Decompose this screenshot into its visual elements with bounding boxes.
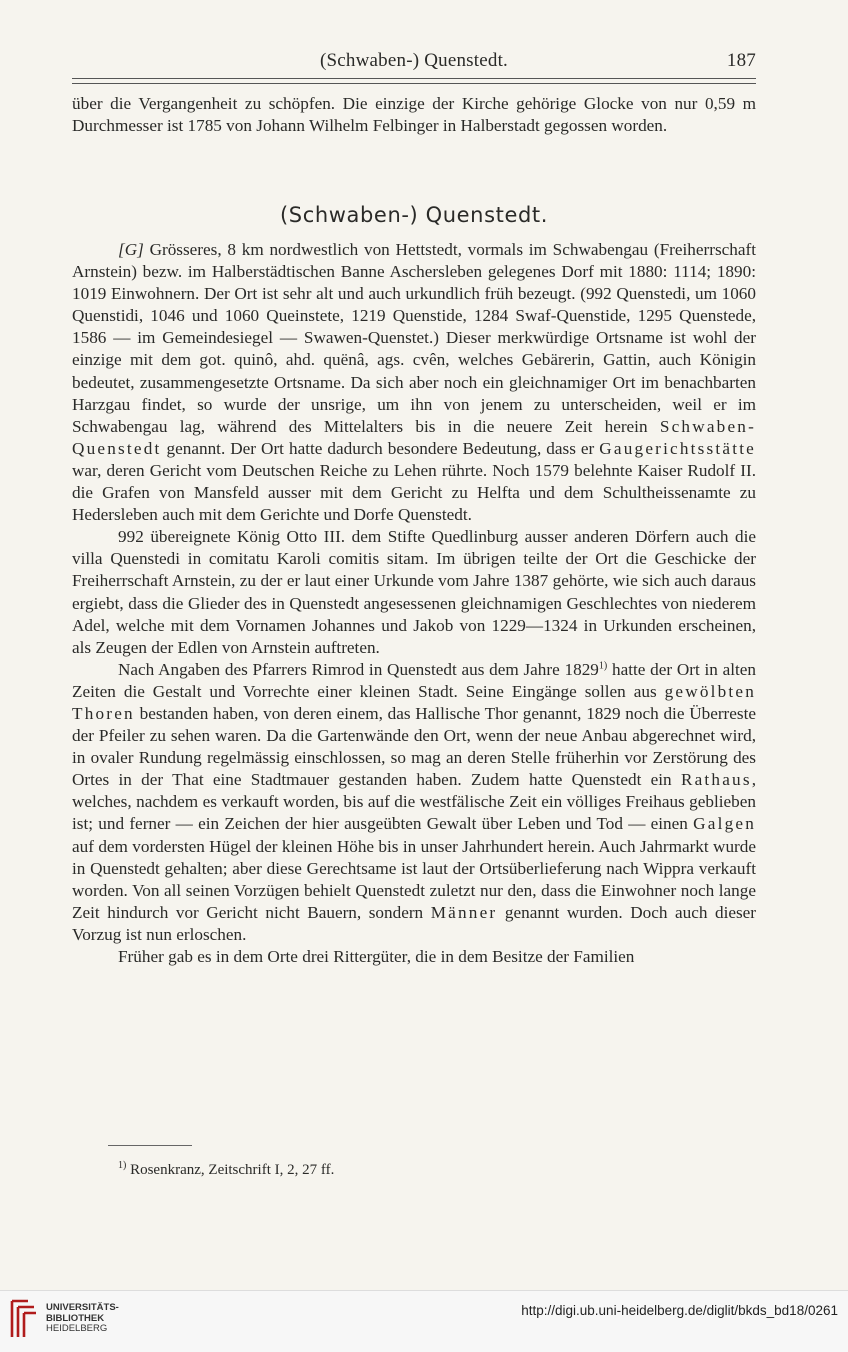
paragraph-1: [G] Grösseres, 8 km nordwestlich von Hettstedt, vormals im Schwabengau (Freiherrschaft Arnstein) bezw. im Halberstädtischen Banne Aschersleben gelegenes Dorf mit 1880: 1114; 1890: 1019 Einwohnern. Der Ort ist sehr alt und auch urkundlich früh bezeugt. (992 Quenstedi, um 1060 Quenstidi, 1046 und 1060 Queinstete, 1219 Quenstide, 1284 Swaf-Quenstide, 1295 Quenstede, 1586 — im Gemeindesiegel — Swawen-Quenstet.) Dieser merkwürdige Ortsname ist wohl der einzige mit dem got. quinô, ahd. quënâ, ags. cvên, welches Gebärerin, Gattin, auch Königin bedeutet, zusammengesetzte Ortsname. Da sich aber noch ein gleichnamiger Ort im benachbarten Harzgau findet, so wurde der unsrige, um ihn von jenem zu unterscheiden, weil er im Schwabengau lag, während des Mittelalters bis in die neuere Zeit herein Schwaben-Quenstedt genannt. Der Ort hatte dadurch besondere Bedeutung, dass er Gaugerichtsstätte war, deren Gericht vom Deutschen Reiche zu Lehen rührte. Noch 1579 belehnte Kaiser Rudolf II. die Grafen von Mansfeld ausser mit dem Gericht zu Helfta und dem Schultheissenamte zu Hedersleben auch mit dem Gerichte und Dorfe Quenstedt. bbox=[72, 240, 757, 525]
header-rule bbox=[72, 78, 756, 84]
intro-paragraph: über die Vergangenheit zu schöpfen. Die einzige der Kirche gehörige Glocke von nur 0,59 m Durchmesser ist 1785 von Johann Wilhelm Felbinger in Halberstadt gegossen worden. bbox=[72, 94, 756, 136]
library-name: UNIVERSITÄTS- BIBLIOTHEK HEIDELBERG bbox=[46, 1302, 119, 1334]
footnote-reference[interactable]: 1) bbox=[598, 660, 608, 672]
permalink-url[interactable]: http://digi.ub.uni-heidelberg.de/diglit/bkds_bd18/0261 bbox=[521, 1303, 838, 1318]
footnote bbox=[118, 1162, 334, 1179]
section-body bbox=[72, 239, 756, 968]
footnote-text: Rosenkranz, Zeitschrift I, 2, 27 ff. bbox=[130, 1162, 335, 1178]
section-title: (Schwaben-) Quenstedt. bbox=[279, 203, 549, 227]
intro-text bbox=[72, 93, 756, 137]
page-number: 187 bbox=[726, 50, 756, 71]
paragraph-2: 992 übereignete König Otto III. dem Stifte Quedlinburg ausser anderen Dörfern auch die villa Quenstedi in comitatu Karoli comitis sitam. Im übrigen teilte der Ort die Geschicke der Freiherrschaft Arnstein, zu der er laut einer Urkunde vom Jahre 1387 gehörte, wie sich auch daraus ergiebt, dass die Glieder des in Quenstedt angesessenen gleichnamigen Geschlechtes von niederem Adel, welche mit dem Vornamen Johannes und Jakob von 1229—1324 in Urkunden erscheinen, als Zeugen der Edlen von Arnstein auftreten. bbox=[72, 527, 756, 657]
viewer-footer bbox=[0, 1290, 848, 1352]
library-logo-icon bbox=[8, 1297, 40, 1341]
running-head bbox=[72, 50, 756, 76]
footnote-marker: 1) bbox=[118, 1160, 127, 1171]
running-title: (Schwaben-) Quenstedt. bbox=[319, 50, 508, 71]
footnote-rule bbox=[108, 1145, 192, 1146]
source-marker: [G] bbox=[118, 240, 144, 259]
paragraph-3: Nach Angaben des Pfarrers Rimrod in Quenstedt aus dem Jahre 1829$^{1)}$ hatte der Ort in alten Zeiten die Gestalt und Vorrechte einer kleinen Stadt. Seine Eingänge sollen aus gewölbten Thoren bestanden haben, von deren einem, das Hallische Thor genannt, 1829 noch die Überreste der Pfeiler zu sehen waren. Da die Gartenwände den Ort, wenn der neue Anbau abgerechnet wird, in ovaler Rundung regelmässig einschlossen, so mag an deren Stelle früherhin vor Zerstörung des Ortes in der That eine Stadtmauer gestanden haben. Zudem hatte Quenstedt ein Rathaus, welches, nachdem es verkauft worden, bis auf die westfälische Zeit ein völliges Freihaus geblieben ist; und ferner — ein Zeichen der hier ausgeübten Gewalt über Leben und Tod — einen Galgen auf dem vordersten Hügel der kleinen Höhe bis in unser Jahrhundert herein. Auch Jahrmarkt wurde in Quenstedt gehalten; aber diese Gerechtsame ist laut der Ortsüberlieferung nach Wippra verkauft worden. Von all seinen Vorzügen behielt Quenstedt zuletzt nur den, dass die Einwohner noch lange Zeit hindurch vor Gericht nicht Bauern, sondern Männer genannt wurden. Doch auch dieser Vorzug ist nun erloschen. bbox=[72, 659, 757, 944]
paragraph-4: Früher gab es in dem Orte drei Rittergüter, die in dem Besitze der Familien bbox=[118, 947, 635, 966]
